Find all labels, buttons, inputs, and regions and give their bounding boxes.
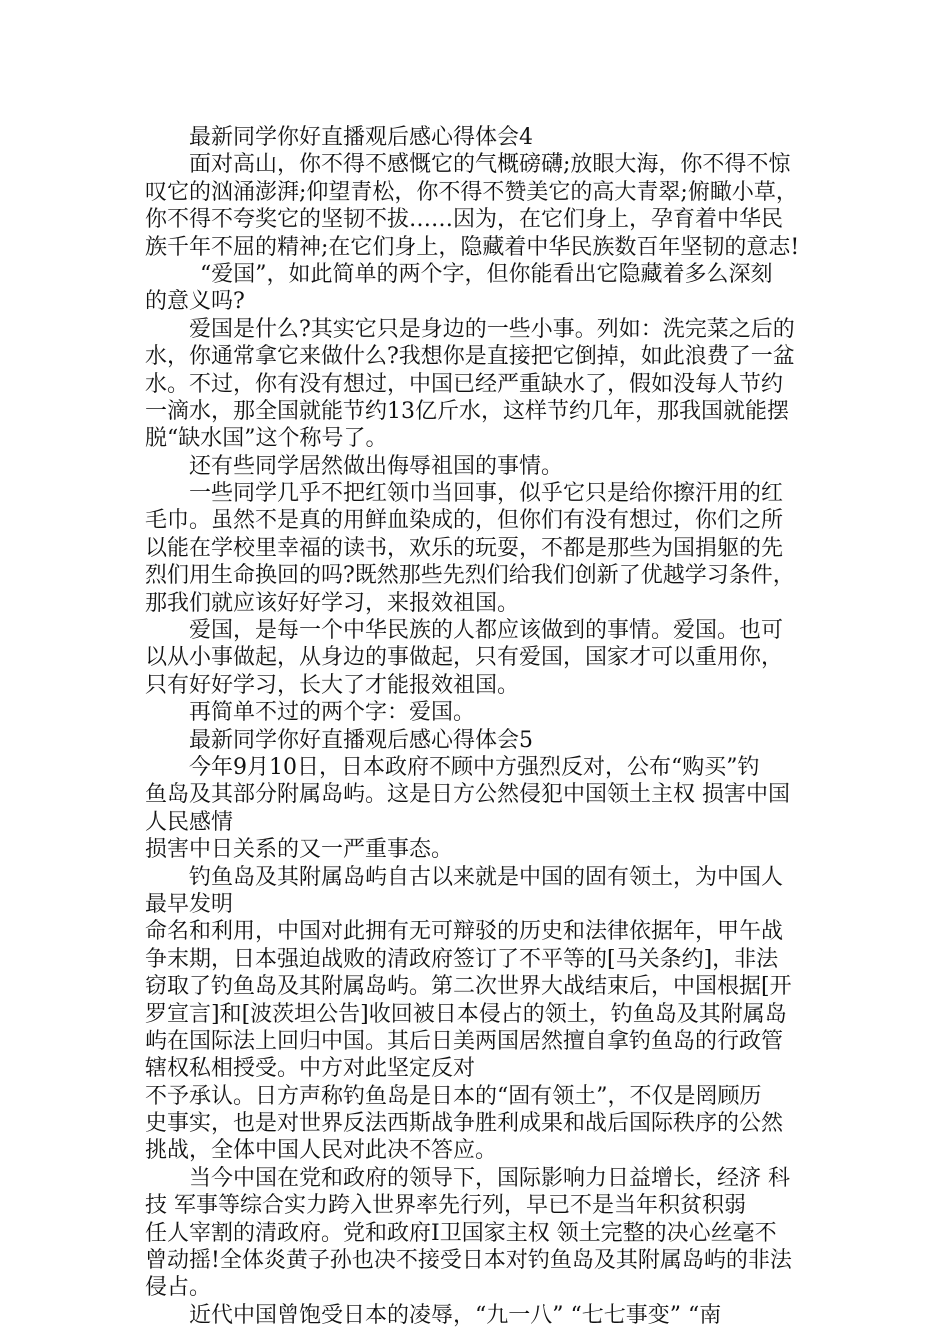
- text-line: 族千年不屈的精神;在它们身上，隐藏着中华民族数百年坚韧的意志!: [145, 234, 800, 260]
- text-line: 人民感情: [145, 809, 234, 835]
- text-line: 钓鱼岛及其附属岛屿自古以来就是中国的固有领土，为中国人: [189, 864, 784, 890]
- text-line: 辖权私相授受。中方对此坚定反对: [145, 1056, 476, 1082]
- text-line: 损害中日关系的又一严重事态。: [145, 837, 454, 863]
- text-line: 毛巾。虽然不是真的用鲜血染成的，但你们有没有想过，你们之所: [145, 508, 784, 534]
- text-line: 争末期，日本强迫战败的清政府签订了不平等的[马关条约]，非法: [145, 946, 779, 972]
- text-line: 脱“缺水国”这个称号了。: [145, 426, 388, 452]
- text-line: 水。不过，你有没有想过，中国已经严重缺水了，假如没每人节约: [145, 371, 784, 397]
- text-line: 爱国，是每一个中华民族的人都应该做到的事情。爱国。也可: [189, 618, 784, 644]
- text-line: 任人宰割的清政府。党和政府Ⅰ卫国家主权 领土完整的决心丝毫不: [145, 1220, 777, 1246]
- text-line: 还有些同学居然做出侮辱祖国的事情。: [189, 453, 564, 479]
- text-line: 今年9月10日，日本政府不顾中方强烈反对，公布“购买”钓: [189, 754, 760, 780]
- text-line: 一滴水，那全国就能节约13亿斤水，这样节约几年，那我国就能摆: [145, 398, 789, 424]
- text-line: 屿在国际法上回归中国。其后日美两国居然擅自拿钓鱼岛的行政管: [145, 1028, 784, 1054]
- text-line: 鱼岛及其部分附属岛屿。这是日方公然侵犯中国领土主权 损害中国: [145, 782, 790, 808]
- text-line: 技 军事等综合实力跨入世界率先行列，早已不是当年积贫积弱: [145, 1193, 746, 1219]
- text-line: 最早发明: [145, 891, 234, 917]
- document-body: [145, 124, 813, 1329]
- text-line: 挑战，全体中国人民对此决不答应。: [145, 1138, 498, 1164]
- text-line: 命名和利用，中国对此拥有无可辩驳的历史和法律依据年，甲午战: [145, 919, 784, 945]
- text-line: 最新同学你好直播观后感心得体会5: [189, 727, 533, 753]
- text-line: “爱国”，如此简单的两个字，但你能看出它隐藏着多么深刻: [200, 261, 773, 287]
- text-line: 近代中国曾饱受日本的凌辱，“九一八” “七七事变” “南: [189, 1302, 722, 1328]
- text-line: 史事实，也是对世界反法西斯战争胜利成果和战后国际秩序的公然: [145, 1111, 784, 1137]
- text-line: 那我们就应该好好学习，来报效祖国。: [145, 590, 520, 616]
- text-line: 以能在学校里幸福的读书，欢乐的玩耍，不都是那些为国捐躯的先: [145, 535, 784, 561]
- text-line: 一些同学几乎不把红领巾当回事，似乎它只是给你擦汗用的红: [189, 481, 784, 507]
- text-line: 侵占。: [145, 1275, 212, 1301]
- text-line: 窃取了钓鱼岛及其附属岛屿。第二次世界大战结束后，中国根据[开: [145, 974, 792, 1000]
- text-line: 当今中国在党和政府的领导下，国际影响力日益增长，经济 科: [189, 1165, 790, 1191]
- text-line: 烈们用生命换回的吗?既然那些先烈们给我们创新了优越学习条件，: [145, 563, 795, 589]
- text-line: 不予承认。日方声称钓鱼岛是日本的“固有领土”，不仅是罔顾历: [145, 1083, 762, 1109]
- text-line: 的意义吗?: [145, 289, 245, 315]
- text-line: 只有好好学习，长大了才能报效祖国。: [145, 672, 520, 698]
- text-line: 罗宣言]和[波茨坦公告]收回被日本侵占的领土，钓鱼岛及其附属岛: [145, 1001, 787, 1027]
- text-line: 叹它的汹涌澎湃;仰望青松，你不得不赞美它的高大青翠;俯瞰小草，: [145, 179, 798, 205]
- text-line: 以从小事做起，从身边的事做起，只有爱国，国家才可以重用你，: [145, 645, 784, 671]
- text-line: 面对高山，你不得不感慨它的气概磅礴;放眼大海，你不得不惊: [189, 152, 791, 178]
- text-line: 最新同学你好直播观后感心得体会4: [189, 125, 533, 150]
- text-line: 曾动摇!全体炎黄子孙也决不接受日本对钓鱼岛及其附属岛屿的非法: [145, 1248, 792, 1274]
- text-line: 再简单不过的两个字：爱国。: [189, 700, 476, 726]
- text-line: 水，你通常拿它来做什么?我想你是直接把它倒掉，如此浪费了一盆: [145, 344, 795, 370]
- text-line: 爱国是什么?其实它只是身边的一些小事。列如：洗完菜之后的: [189, 316, 795, 342]
- text-line: 你不得不夸奖它的坚韧不拔……因为，在它们身上，孕育着中华民: [145, 207, 784, 233]
